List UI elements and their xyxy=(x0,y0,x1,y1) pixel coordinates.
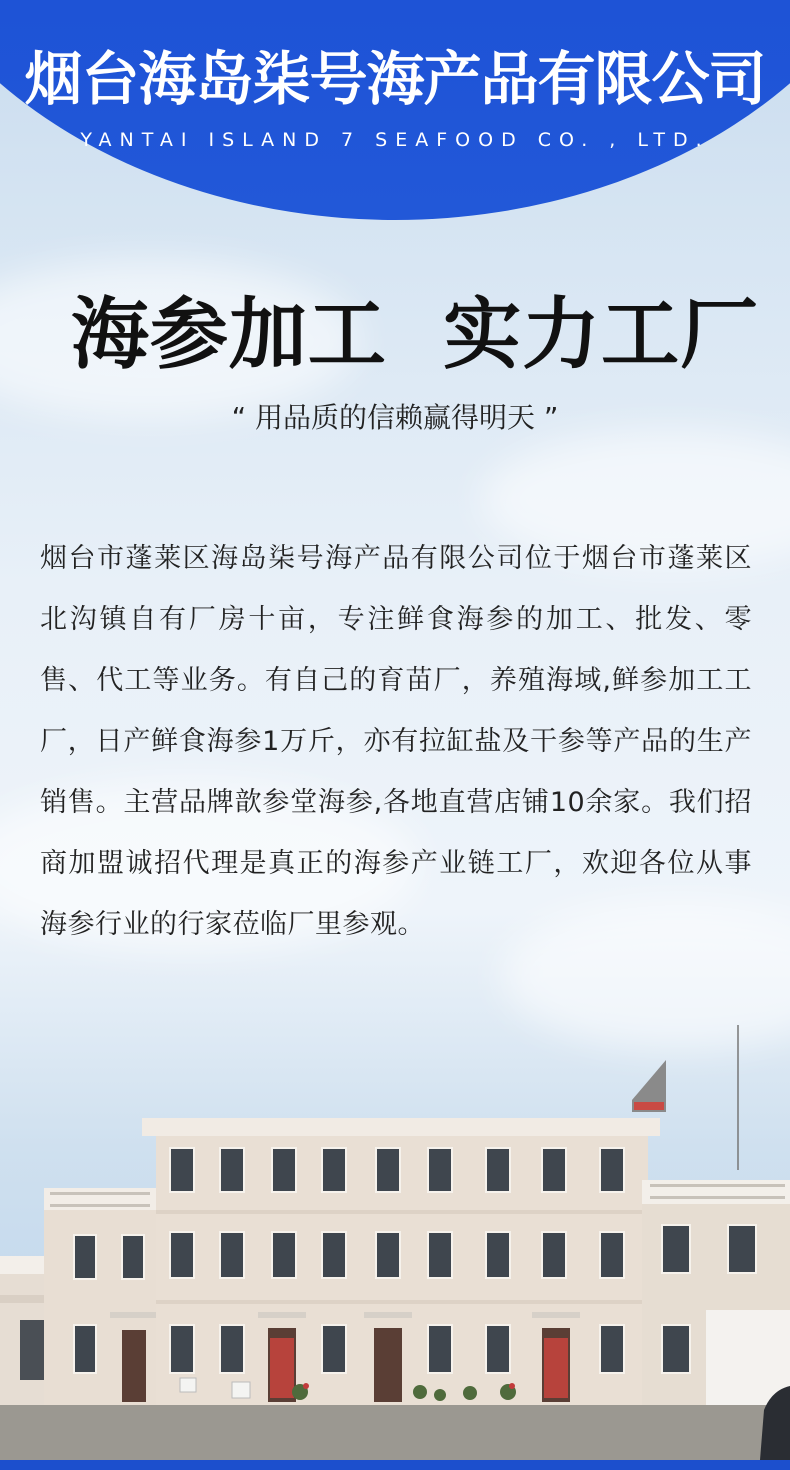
company-name: 烟台海岛柒号海产品有限公司 xyxy=(24,45,766,113)
bottom-bar xyxy=(0,1460,790,1470)
company-name-english: YANTAI ISLAND 7 SEAFOOD CO. , LTD. xyxy=(80,129,710,151)
slogan-subtitle: “ 用品质的信赖赢得明天 ” xyxy=(231,401,559,434)
slogan-title: 海参加工 实力工厂 xyxy=(70,290,760,380)
factory-building-photo xyxy=(0,1020,790,1460)
company-introduction: 烟台市蓬莱区海岛柒号海产品有限公司位于烟台市蓬莱区北沟镇自有厂房十亩，专注鲜食海参的加工、批发、零售、代工等业务。有自己的育苗厂，养殖海域,鲜参加工工厂，日产鲜食海参1万斤，亦有拉缸盐及干参等产品的生产销售。主营品牌歆参堂海参,各地直营店铺10余家。我们招商加盟诚招代理是真正的海参产业链工厂，欢迎各位从事海参行业的行家莅临厂里参观。 xyxy=(40,543,752,940)
